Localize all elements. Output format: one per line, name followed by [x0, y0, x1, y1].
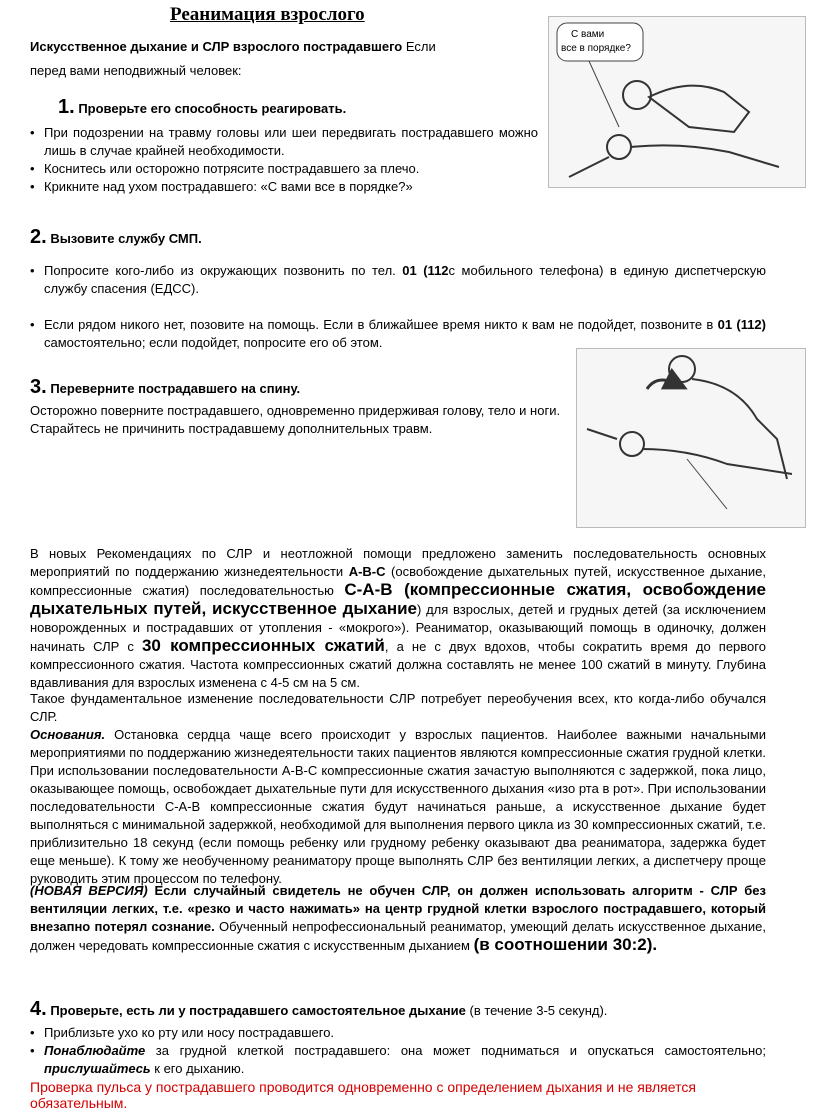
step3-number: 3.: [30, 376, 47, 398]
step1-heading-row: [58, 96, 346, 119]
step3-text: Осторожно поверните пострадавшего, одновременно придерживая голову, тело и ноги. Старайтесь не причинить пострадавшему дополнительных травм.: [30, 403, 561, 436]
rescuer-turning-victim-illustration: [577, 349, 805, 527]
para1-abc: А-В-С: [348, 564, 386, 579]
step2-item-alone: [30, 316, 766, 352]
step2-heading-row: [30, 226, 202, 249]
intro-rest: Если: [402, 39, 436, 54]
page-title: Реанимация взрослого: [170, 4, 365, 25]
bubble-line1: С вами: [571, 29, 605, 40]
step1-item: • Коснитесь или осторожно потрясите пострадавшего за плечо.: [30, 160, 538, 178]
step1-number: 1.: [58, 96, 75, 118]
step2-item1-phone: 01 (112: [402, 263, 449, 278]
step4-item: • Приблизьте ухо ко рту или носу пострадавшего.: [30, 1024, 766, 1042]
bubble-line2: все в порядке?: [561, 43, 631, 54]
intro-line2: перед вами неподвижный человек:: [30, 63, 242, 78]
new-version-bold-text: Если случайный свидетель не обучен СЛР, он должен использовать алгоритм - СЛР без вентиляции легких, т.е. «резко и часто нажимать» на центр грудной клетки взрослого пострадавшего, который внезапно потерял сознание.: [30, 883, 766, 934]
step4-heading-rest: (в течение 3-5 секунд).: [465, 1003, 608, 1018]
para1-text-a: В новых Рекомендациях по СЛР и неотложной помощи предложено заменить последовательность основных мероприятий по поддержанию жизнедеятельности: [30, 546, 766, 579]
rationale-label: Основания.: [30, 727, 106, 742]
para1-cab: С-А-В (компрессионные сжатия, освобождение дыхательных путей, искусственное дыхание: [30, 580, 766, 618]
step4-heading: Проверьте, есть ли у пострадавшего самостоятельное дыхание: [50, 1003, 466, 1018]
observe-word: Понаблюдайте: [44, 1043, 146, 1058]
step4-item2-text: за грудной клеткой пострадавшего: она может подниматься и опускаться самостоятельно;: [145, 1043, 766, 1058]
step1-item: • При подозрении на травму головы или шеи передвигать пострадавшего можно лишь в случае крайней необходимости.: [30, 124, 538, 160]
step4-number: 4.: [30, 998, 47, 1020]
step2-list-1: [30, 262, 766, 298]
recommendations-paragraph: [30, 545, 766, 692]
step2-heading: Вызовите службу СМП.: [50, 231, 202, 246]
intro-heading: Искусственное дыхание и СЛР взрослого пострадавшего: [30, 39, 403, 54]
rationale-text: Остановка сердца чаще всего происходит у взрослых пациентов. Наиболее важными начальными мероприятиями по поддержанию жизнедеятельности таких пациентов являются компрессионные сжатия грудной клетки. При использовании последовательности А-В-С компрессионные сжатия зачастую выполняются с задержкой, пока лицо, оказывающее помощь, освобождает дыхательные пути для искусственного дыхания «изо рта в рот». При использовании последовательности С-А-В компрессионные сжатия будут начинаться раньше, а искусственное дыхание будет выполняться с минимальной задержкой, необходимой для выполнения первого цикла из 30 компрессионных сжатий, т.е. приблизительно 18 секунд (если помощь ребенку или грудному ребенку оказывают два реаниматора, задержка будет еще меньше). К тому же необученному реаниматору проще выполнять СЛР без вентиляции легких, а диспетчеру проще руководить этим процессом по телефону.: [30, 727, 767, 886]
new-version-paragraph: [30, 882, 766, 955]
step2-item-call: [30, 262, 766, 298]
step4-heading-row: [30, 998, 607, 1021]
rescuer-shaking-victim-illustration: [549, 17, 805, 187]
new-version-text: Обученный непрофессиональный реаниматор, умеющий делать искусственное дыхание, должен чередовать компрессионные сжатия с искусственным дыханием: [30, 919, 766, 953]
step1-list: [30, 124, 538, 196]
step2-list-2: [30, 316, 766, 352]
step2-number: 2.: [30, 226, 47, 248]
rationale-paragraph: [30, 726, 766, 888]
para1-30-compressions: 30 компрессионных сжатий: [141, 636, 385, 655]
new-version-label: (НОВАЯ ВЕРСИЯ): [30, 883, 148, 898]
para1-text-e: ) для взрослых, детей и грудных детей (за исключением новорожденных и пострадавших от утопления - «мокрого»). Реаниматор, оказывающий помощь в одиночку, должен начинать СЛР с: [30, 602, 766, 654]
step2-item2-text: Если рядом никого нет, позовите на помощь. Если в ближайшее время никто к вам не подойдет, позвоните в: [44, 317, 718, 332]
step1-heading: Проверьте его способность реагировать.: [78, 101, 347, 116]
listen-word: прислушайтесь: [44, 1061, 151, 1076]
illustration-check-response: [548, 16, 806, 188]
step2-item2-text2: самостоятельно; если подойдет, попросите его об этом.: [44, 335, 383, 350]
para1-text-g: , а не с двух вдохов, чтобы сократить время до первого компрессионного сжатия. Частота компрессионных сжатий должна составлять не менее 100 сжатий в минуту. Глубина вдавливания для взрослых изменена с 4-5 см на 5 см.: [30, 639, 766, 690]
intro: [30, 38, 540, 56]
step4-list: [30, 1024, 766, 1078]
step2-item1-text: Попросите кого-либо из окружающих позвонить по тел.: [44, 263, 403, 278]
step3-heading: Переверните пострадавшего на спину.: [50, 381, 301, 396]
step2-item2-phone: 01 (112): [717, 317, 766, 332]
step2-item1-text2: с мобильного телефона) в единую диспетчерскую службу спасения (ЕДСС).: [44, 263, 767, 296]
step4-item: [30, 1042, 766, 1078]
pulse-note: Проверка пульса у пострадавшего проводится одновременно с определением дыхания и не является обязательным.: [30, 1079, 696, 1111]
step4-item2-text2: к его дыханию.: [150, 1061, 245, 1076]
step1-item: • Крикните над ухом пострадавшего: «С вами все в порядке?»: [30, 178, 538, 196]
retraining-paragraph: Такое фундаментальное изменение последовательности СЛР потребует переобучения всех, кто когда-либо обучался СЛР.: [30, 691, 766, 724]
ratio-30-2: (в соотношении 30:2).: [473, 935, 658, 954]
para1-text-c: (освобождение дыхательных путей, искусственное дыхание, компрессионные сжатия) последовательностью: [30, 564, 766, 598]
step3-heading-row: [30, 376, 300, 399]
illustration-turn-victim: [576, 348, 806, 528]
